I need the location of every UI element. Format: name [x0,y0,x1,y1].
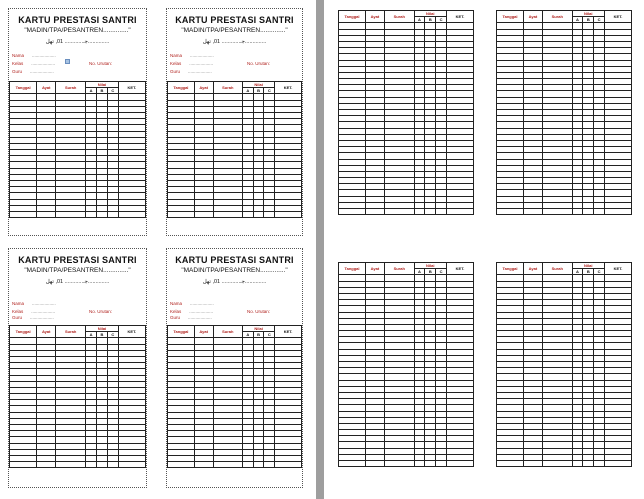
header-note: KET. [275,82,302,94]
page-gutter [316,0,324,499]
header-grade-c: C [107,332,118,338]
header-grade: Nilai [414,11,446,17]
progress-table [338,262,474,467]
header-date: Tanggal [339,263,366,275]
name-field: Nama ................... [170,301,214,306]
header-grade-b: B [97,332,108,338]
student-card-bottom-left [8,248,147,488]
table-card-bottom-left [338,262,474,488]
progress-table [338,10,474,215]
card-title: KARTU PRESTASI SANTRI [18,255,137,265]
number-field: No. Urutan: [89,309,113,314]
table-cell[interactable] [414,209,425,215]
table-card-bottom-right [496,262,632,488]
table-cell[interactable] [524,209,543,215]
table-row [339,209,474,215]
header-verse: Ayat [37,326,56,338]
table-cell[interactable] [604,461,631,467]
name-field: Nama ................... [12,53,56,58]
card-title: KARTU PRESTASI SANTRI [18,15,137,25]
number-field: No. Urutan: [89,61,113,66]
progress-table [167,325,302,468]
student-card-bottom-right [166,248,303,488]
table-cell[interactable] [436,461,447,467]
header-surah: Surah [384,263,414,275]
header-surah: Surah [384,11,414,23]
card-subtitle: "MADIN/TPA/PESANTREN.............." [181,27,288,34]
class-field: Kelas ................... [170,61,214,66]
table-cell[interactable] [366,209,385,215]
table-cell[interactable] [425,209,436,215]
header-grade: Nilai [86,326,119,332]
class-field: Kelas ................... [12,61,56,66]
card-date-line: ﺟ............. 01, ﺗﻬﻞ.............. [202,39,267,45]
header-surah: Surah [542,11,572,23]
class-field: Kelas ................... [170,309,214,314]
header-grade-a: A [243,88,254,94]
header-grade-c: C [436,269,447,275]
table-cell[interactable] [243,211,254,217]
student-card-top-left [8,8,147,236]
header-grade: Nilai [572,11,604,17]
table-cell[interactable] [446,209,473,215]
header-verse: Ayat [524,11,543,23]
table-cell[interactable] [604,209,631,215]
table-row [10,462,146,468]
right-page [324,0,644,499]
table-cell[interactable] [524,461,543,467]
table-cell[interactable] [56,211,86,217]
table-cell[interactable] [594,461,605,467]
header-date: Tanggal [10,326,37,338]
table-cell[interactable] [275,211,302,217]
table-cell[interactable] [10,211,37,217]
table-cell[interactable] [436,209,447,215]
table-cell[interactable] [384,209,414,215]
header-verse: Ayat [194,82,213,94]
table-cell[interactable] [97,211,108,217]
teacher-field: Guru ................... [12,315,54,320]
header-grade-a: A [86,332,97,338]
table-cell[interactable] [253,211,264,217]
table-row [497,461,632,467]
header-grade-c: C [264,88,275,94]
table-cell[interactable] [86,462,97,468]
card-header [9,9,146,81]
header-surah: Surah [56,82,86,94]
header-grade-c: C [436,17,447,23]
table-cell[interactable] [118,462,145,468]
header-grade: Nilai [86,82,119,88]
table-cell[interactable] [497,461,524,467]
header-surah: Surah [213,326,242,338]
header-grade-c: C [264,332,275,338]
table-cell[interactable] [594,209,605,215]
header-date: Tanggal [497,11,524,23]
table-cell[interactable] [10,462,37,468]
table-row [168,211,302,217]
header-grade-b: B [253,88,264,94]
header-date: Tanggal [10,82,37,94]
table-cell[interactable] [583,461,594,467]
table-cell[interactable] [194,211,213,217]
card-subtitle: "MADIN/TPA/PESANTREN.............." [181,267,288,274]
table-cell[interactable] [384,461,414,467]
table-cell[interactable] [213,462,242,468]
table-cell[interactable] [542,461,572,467]
header-note: KET. [118,326,145,338]
header-grade-c: C [594,269,605,275]
table-cell[interactable] [542,209,572,215]
header-verse: Ayat [37,82,56,94]
table-cell[interactable] [339,209,366,215]
number-field: No. Urutan: [247,61,271,66]
table-cell[interactable] [414,461,425,467]
table-cell[interactable] [264,462,275,468]
class-field: Kelas ................... [12,309,56,314]
left-page [0,0,316,499]
header-grade-c: C [107,88,118,94]
progress-table [167,81,302,218]
table-cell[interactable] [194,462,213,468]
table-cell[interactable] [253,462,264,468]
header-surah: Surah [213,82,242,94]
card-date-line: ﺟ............. 01, ﺗﻬﻞ.............. [202,279,267,285]
header-note: KET. [446,11,473,23]
card-date-line: ﺟ............. 01, ﺗﻬﻞ.............. [45,39,110,45]
table-cell[interactable] [572,209,583,215]
header-verse: Ayat [194,326,213,338]
card-title: KARTU PRESTASI SANTRI [175,15,294,25]
card-header [9,249,146,321]
header-date: Tanggal [168,326,195,338]
table-card-top-left [338,10,474,238]
table-cell[interactable] [497,209,524,215]
header-grade-b: B [583,17,594,23]
header-date: Tanggal [168,82,195,94]
header-grade-b: B [425,17,436,23]
table-cell[interactable] [118,211,145,217]
card-header [167,9,302,81]
table-card-top-right [496,10,632,238]
header-grade: Nilai [414,263,446,269]
card-header [167,249,302,321]
table-cell[interactable] [97,462,108,468]
progress-table [9,81,146,218]
table-row [168,462,302,468]
header-grade-a: A [572,17,583,23]
header-grade-b: B [97,88,108,94]
table-cell[interactable] [572,461,583,467]
header-surah: Surah [56,326,86,338]
table-cell[interactable] [37,462,56,468]
table-cell[interactable] [213,211,242,217]
header-grade-a: A [414,17,425,23]
header-note: KET. [118,82,145,94]
table-row [339,461,474,467]
header-verse: Ayat [366,263,385,275]
card-date-line: ﺟ............. 01, ﺗﻬﻞ.............. [45,279,110,285]
progress-table [9,325,146,468]
header-date: Tanggal [339,11,366,23]
table-cell[interactable] [107,211,118,217]
header-grade-b: B [425,269,436,275]
header-grade-b: B [253,332,264,338]
table-cell[interactable] [86,211,97,217]
table-row [497,209,632,215]
header-grade-a: A [243,332,254,338]
table-cell[interactable] [275,462,302,468]
header-note: KET. [604,263,631,275]
header-date: Tanggal [497,263,524,275]
table-cell[interactable] [446,461,473,467]
teacher-field: Guru ................... [170,315,212,320]
card-subtitle: "MADIN/TPA/PESANTREN.............." [24,27,131,34]
progress-table [496,10,632,215]
header-grade-a: A [572,269,583,275]
header-verse: Ayat [524,263,543,275]
table-cell[interactable] [264,211,275,217]
header-grade-a: A [414,269,425,275]
header-grade-a: A [86,88,97,94]
header-grade-b: B [583,269,594,275]
progress-table [496,262,632,467]
table-cell[interactable] [339,461,366,467]
table-row [10,211,146,217]
table-cell[interactable] [168,211,195,217]
header-grade-c: C [594,17,605,23]
header-surah: Surah [542,263,572,275]
header-verse: Ayat [366,11,385,23]
card-subtitle: "MADIN/TPA/PESANTREN.............." [24,267,131,274]
header-note: KET. [446,263,473,275]
student-card-top-right [166,8,303,236]
teacher-field: Guru ................... [170,69,212,74]
header-note: KET. [275,326,302,338]
table-cell[interactable] [37,211,56,217]
name-field: Nama ................... [12,301,56,306]
table-cell[interactable] [168,462,195,468]
name-field: Nama ................... [170,53,214,58]
table-cell[interactable] [243,462,254,468]
card-title: KARTU PRESTASI SANTRI [175,255,294,265]
number-field: No. Urutan: [247,309,271,314]
table-cell[interactable] [583,209,594,215]
checkbox[interactable] [65,59,70,64]
table-cell[interactable] [366,461,385,467]
table-cell[interactable] [56,462,86,468]
header-grade: Nilai [243,82,275,88]
table-cell[interactable] [425,461,436,467]
table-cell[interactable] [107,462,118,468]
header-grade: Nilai [243,326,275,332]
header-note: KET. [604,11,631,23]
teacher-field: Guru ................... [12,69,54,74]
header-grade: Nilai [572,263,604,269]
